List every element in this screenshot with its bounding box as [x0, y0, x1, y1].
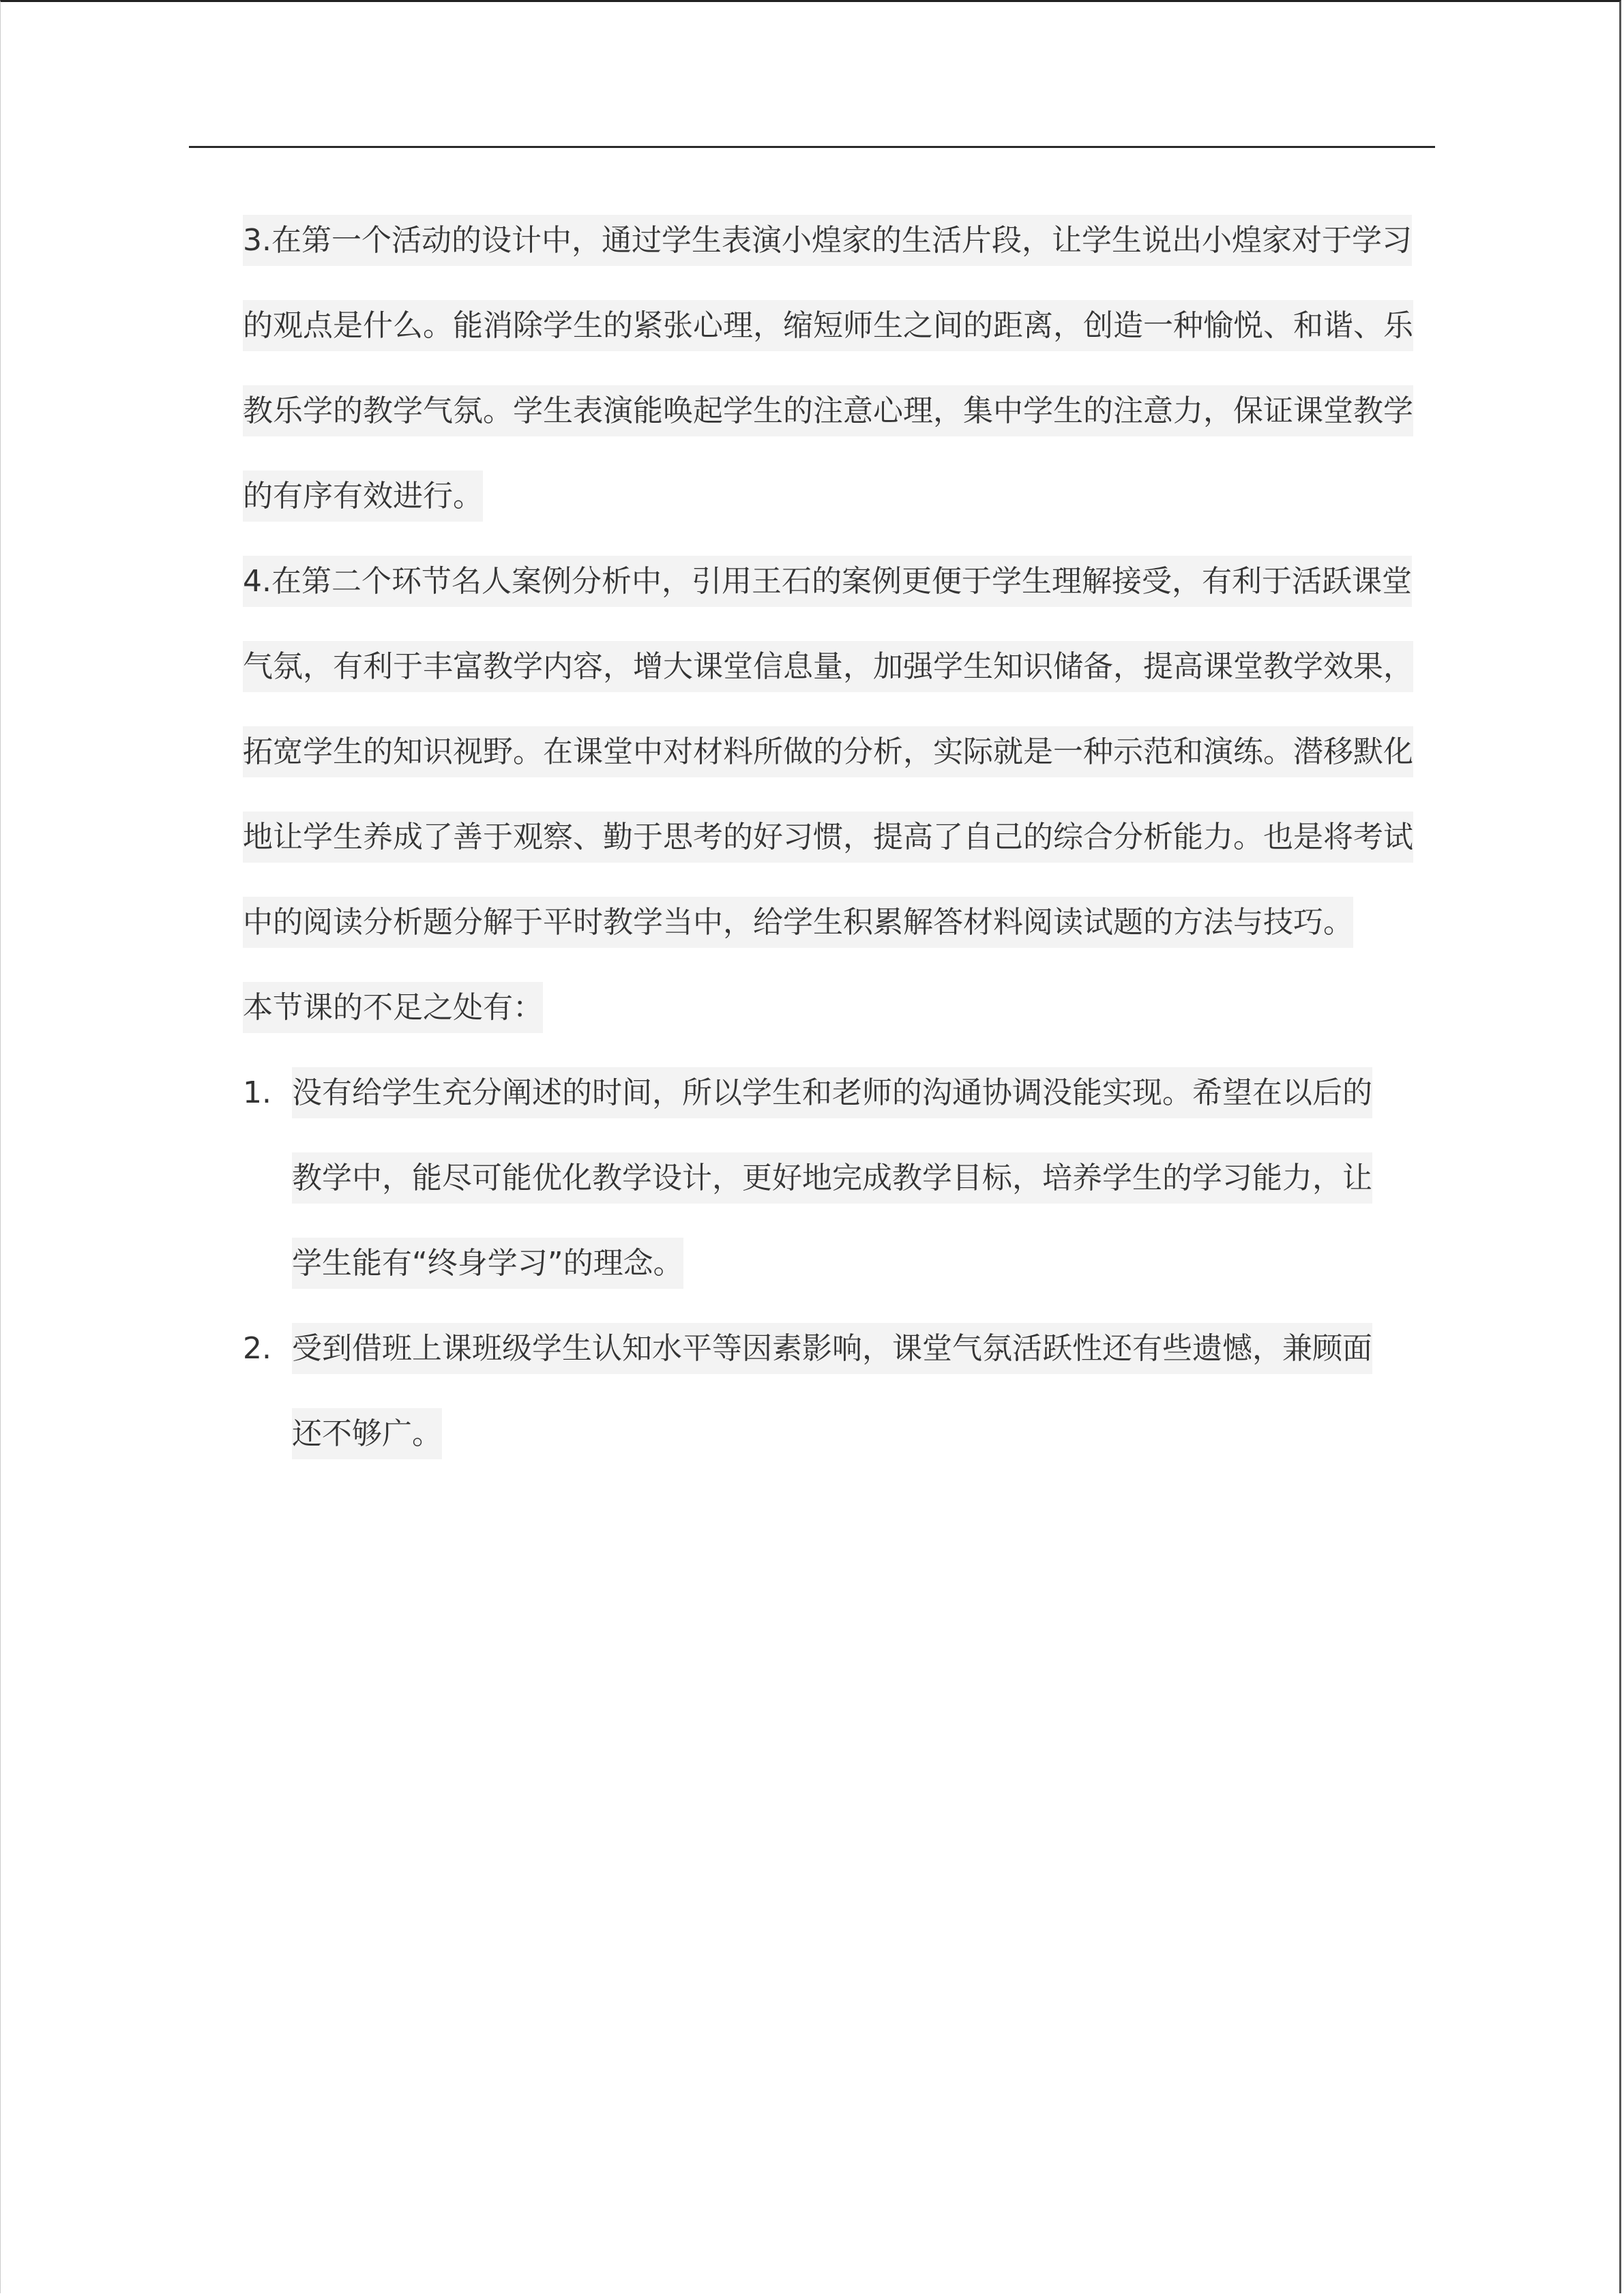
document-body: [243, 198, 1430, 1476]
list-text: 没有给学生充分阐述的时间，所以学生和老师的沟通协调没能实现。希望在以后的教学中，能尽可能优化教学设计，更好地完成教学目标，培养学生的学习能力，让学生能有“终身学习”的理念。: [292, 1067, 1372, 1289]
list-item: [243, 1050, 1397, 1306]
header-rule: [189, 146, 1435, 148]
paragraph-4: 4.在第二个环节名人案例分析中，引用王石的案例更便于学生理解接受，有利于活跃课堂气氛，有利于丰富教学内容，增大课堂信息量，加强学生知识储备，提高课堂教学效果，拓宽学生的知识视野。在课堂中对材料所做的分析，实际就是一种示范和演练。潜移默化地让学生养成了善于观察、勤于思考的好习惯，提高了自己的综合分析能力。也是将考试中的阅读分析题分解于平时教学当中，给学生积累解答材料阅读试题的方法与技巧。: [243, 539, 1430, 965]
shortcomings-heading: 本节课的不足之处有：: [243, 965, 1430, 1050]
list-number: 1.: [243, 1075, 271, 1110]
list-item: [243, 1306, 1397, 1476]
list-number: 2.: [243, 1331, 271, 1366]
paragraph-3: 3.在第一个活动的设计中，通过学生表演小煌家的生活片段，让学生说出小煌家对于学习的观点是什么。能消除学生的紧张心理，缩短师生之间的距离，创造一种愉悦、和谐、乐教乐学的教学气氛。学生表演能唤起学生的注意心理，集中学生的注意力，保证课堂教学的有序有效进行。: [243, 198, 1430, 539]
list-text: 受到借班上课班级学生认知水平等因素影响，课堂气氛活跃性还有些遗憾，兼顾面还不够广。: [292, 1323, 1372, 1459]
